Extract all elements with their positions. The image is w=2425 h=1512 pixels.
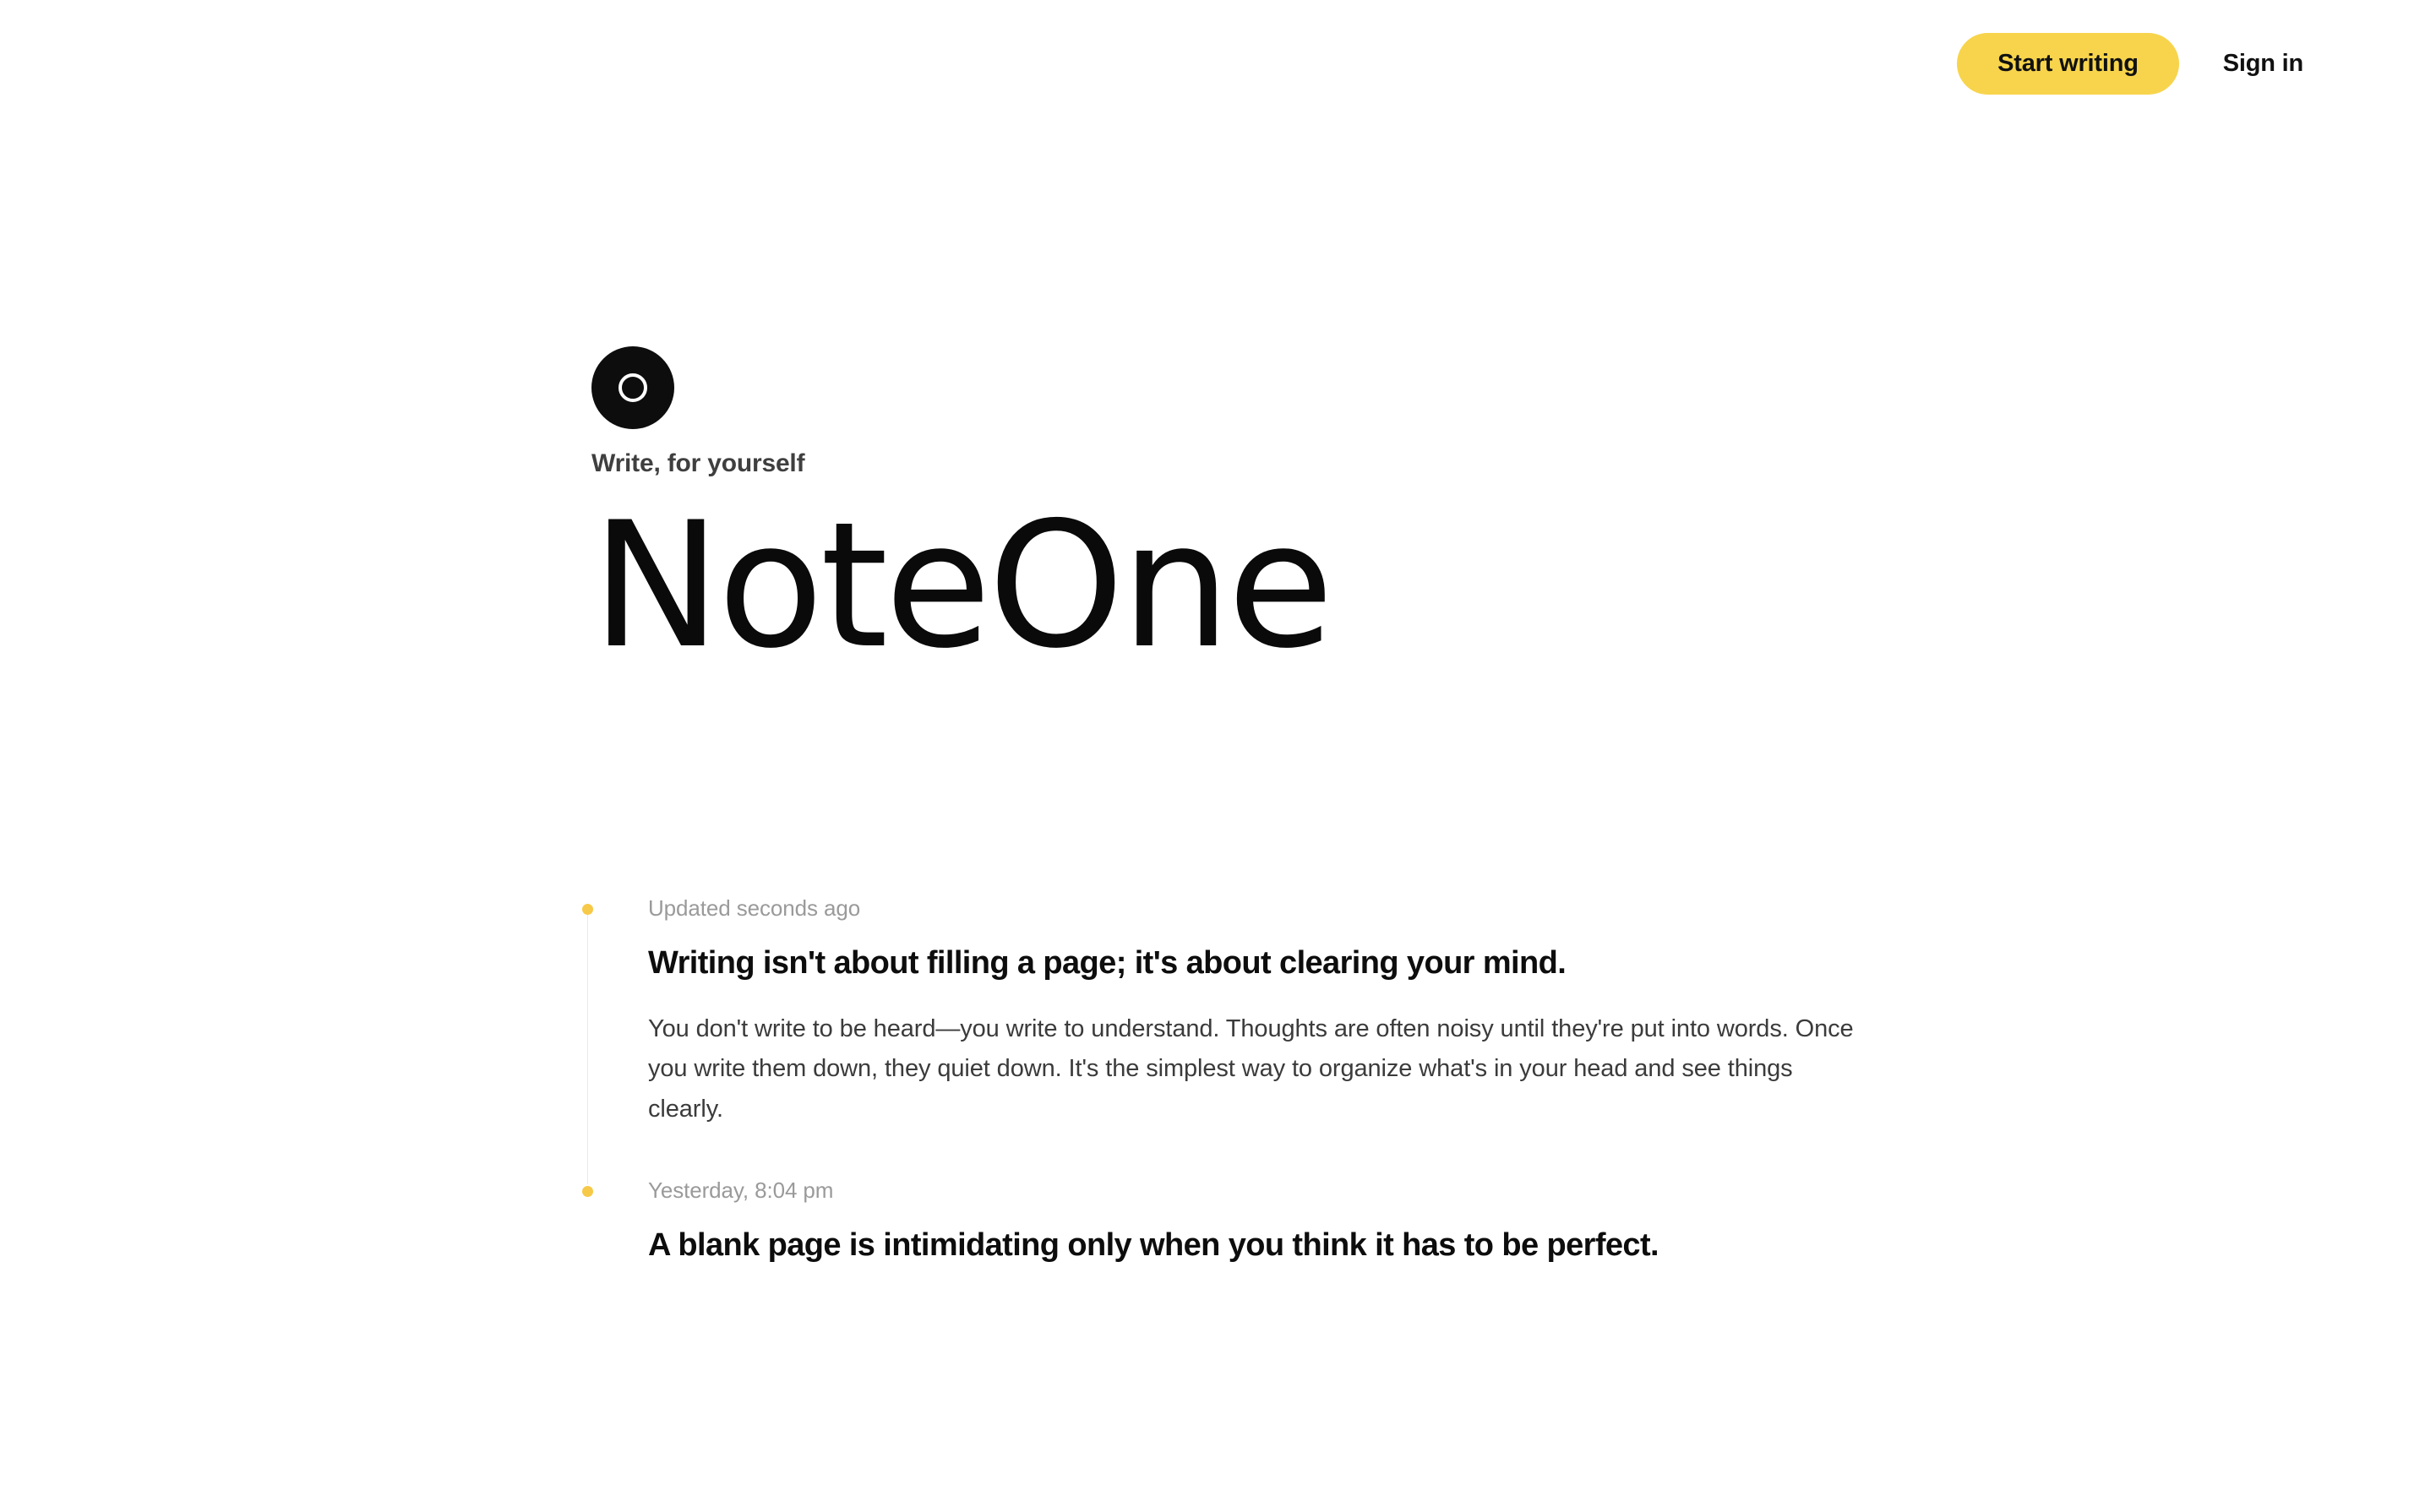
list-item[interactable]: [587, 895, 1939, 1178]
circle-ring-icon: [591, 346, 674, 429]
hero-tagline: Write, for yourself: [591, 449, 805, 477]
entry-title[interactable]: Writing isn't about filling a page; it's about clearing your mind.: [648, 945, 1567, 981]
entry-title[interactable]: A blank page is intimidating only when you think it has to be perfect.: [648, 1227, 1659, 1264]
notes-feed: [587, 895, 1939, 1292]
start-writing-button[interactable]: Start writing: [1957, 33, 2179, 95]
timeline-rail: [587, 911, 588, 1184]
page-title: NoteOne: [591, 486, 1331, 687]
entry-body: You don't write to be heard—you write to understand. Thoughts are often noisy until they're put into words. Once you write them down, they quiet down. It's the simplest way to organize what's in your head and see things clearly.: [648, 1014, 1854, 1123]
hero-section: [591, 346, 1910, 687]
list-item[interactable]: [587, 1178, 1939, 1266]
timeline-dot-icon: [582, 1186, 593, 1197]
timeline-dot-icon: [582, 904, 593, 915]
circle-ring-inner: [619, 373, 647, 402]
sign-in-button[interactable]: Sign in: [2203, 33, 2324, 95]
top-header: [0, 0, 2425, 127]
entry-timestamp: Updated seconds ago: [648, 895, 861, 921]
entry-timestamp: Yesterday, 8:04 pm: [648, 1178, 834, 1204]
